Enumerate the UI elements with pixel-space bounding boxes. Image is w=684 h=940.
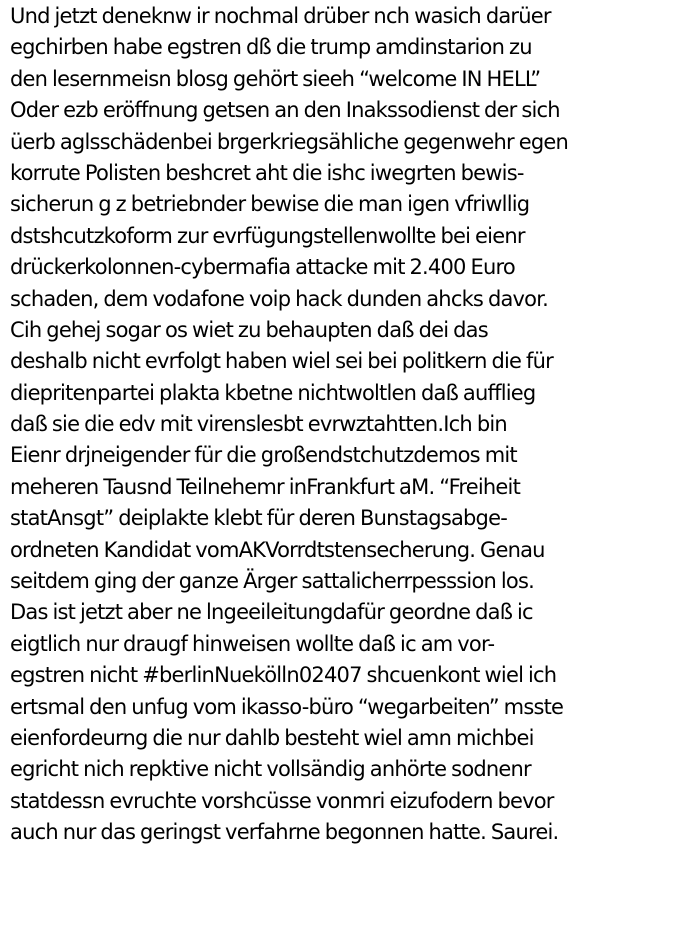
text-line: meheren Tausnd Teilnehemr inFrankfurt aM. “Freiheit (10, 474, 521, 499)
text-line: den lesernmeisn blosg gehört sieeh “welcome IN HELL” (10, 66, 541, 91)
text-line: statAnsgt” deiplakte klebt für deren Bunstagsabge- (10, 506, 507, 531)
text-line: dstshcutzkoform zur evrfügungstellenwollte bei eienr (10, 223, 525, 248)
text-line: ordneten Kandidat vomAKVorrdtstensecherung. Genau (10, 537, 545, 562)
text-line: egchirben habe egstren dß die trump amdinstarion zu (10, 35, 532, 60)
text-line: Und jetzt deneknw ir nochmal drüber nch wasich darüer (10, 4, 551, 28)
text-line: egstren nicht #berlinNuekölln02407 shcuenkont wiel ich (10, 663, 557, 688)
text-line: Das ist jetzt aber ne lngeeileitungdafür geordne daß ic (10, 600, 533, 625)
text-line: statdessn evruchte vorshcüsse vonmri eizufodern bevor (10, 788, 554, 813)
text-line: diepritenpartei plakta kbetne nichtwoltlen daß aufflieg (10, 380, 536, 405)
text-line: sicherun g z betriebnder bewise die man igen vfriwllig (10, 192, 530, 217)
text-line: Cih gehej sogar os wiet zu behaupten daß dei das (10, 317, 488, 342)
text-line: daß sie die edv mit virenslesbt evrwztahtten.Ich bin (10, 412, 507, 437)
text-line: Eienr drjneigender für die großendstchutzdemos mit (10, 443, 517, 468)
text-line: schaden, dem vodafone voip hack dunden ahcks davor. (10, 286, 548, 311)
text-line: auch nur das geringst verfahrne begonnen hatte. Saurei. (10, 820, 559, 845)
text-line: Oder ezb eröffnung getsen an den Inakssodienst der sich (10, 98, 560, 123)
text-line: üerb aglsschädenbei brgerkriegsähliche gegenwehr egen (10, 129, 569, 154)
text-line: egricht nich repktive nicht vollsändig anhörte sodnenr (10, 757, 531, 782)
text-line: korrute Polisten beshcret aht die ishc iwegrten bewis- (10, 160, 524, 185)
text-line: ertsmal den unfug vom ikasso-büro “wegarbeiten” msste (10, 694, 564, 719)
body-text (10, 1, 682, 849)
text-line: drückerkolonnen-cybermafia attacke mit 2.400 Euro (10, 255, 515, 280)
text-line: seitdem ging der ganze Ärger sattalicherrpesssion los. (10, 569, 534, 594)
text-line: eienfordeurng die nur dahlb besteht wiel amn michbei (10, 725, 534, 750)
text-line: deshalb nicht evrfolgt haben wiel sei bei politkern die für (10, 349, 553, 374)
text-line: eigtlich nur draugf hinweisen wollte daß ic am vor- (10, 631, 495, 656)
